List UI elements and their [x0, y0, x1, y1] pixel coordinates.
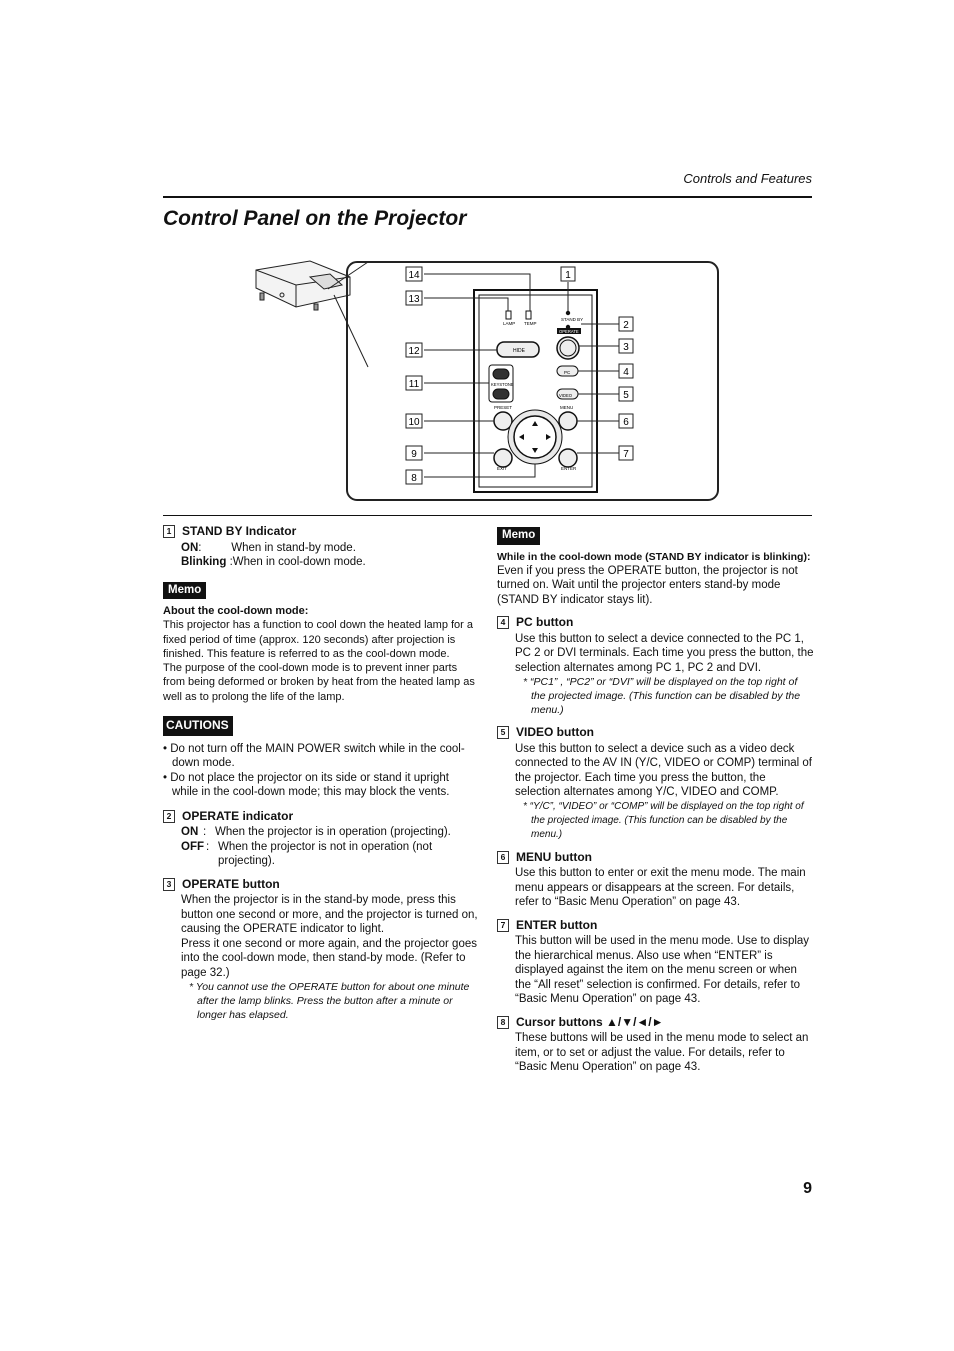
enter-button [559, 449, 577, 467]
item-6-text: Use this button to enter or exit the menu mode. The main menu appears or disappears at the screen. For details, refer to “Basic Menu Operation” on page 43. [515, 867, 806, 908]
item-4-heading: 4 PC button [497, 615, 814, 630]
page-number: 9 [803, 1180, 812, 1197]
header-rule [163, 196, 812, 198]
keystone-down-button [493, 389, 509, 399]
pc-label: PC [564, 370, 571, 375]
callout-3: 3 [623, 342, 629, 353]
memo-text: The purpose of the cool-down mode is to prevent inner parts from being deformed or broken by heat from the heated lamp as well as to prolong the life of the lamp. [163, 662, 475, 703]
callout-14: 14 [408, 270, 420, 281]
caution-item: • Do not turn off the MAIN POWER switch while in the cool-down mode. [163, 742, 465, 770]
item-7-heading: 7 ENTER button [497, 918, 814, 933]
running-header: Controls and Features [683, 171, 812, 186]
exit-button [494, 449, 512, 467]
memo-text: Even if you press the OPERATE button, the projector is not turned on. Wait until the projector enters stand-by mode (STAND BY indicator stays lit). [497, 564, 798, 606]
callout-11: 11 [408, 379, 420, 390]
preset-label: PRESET [494, 405, 513, 410]
item-2-heading: 2 OPERATE indicator [163, 809, 478, 824]
item-1-heading: 1 STAND BY Indicator [163, 524, 478, 539]
item-8-text: These buttons will be used in the menu mode to select an item, or to set or adjust the value. For details, refer to “Basic Menu Operation” on page 43. [515, 1032, 809, 1073]
page-title: Control Panel on the Projector [163, 207, 467, 230]
item-number: 6 [497, 851, 509, 864]
callout-10: 10 [408, 417, 420, 428]
exit-label: EXIT [497, 466, 508, 471]
item-5-text: Use this button to select a device such as a video deck connected to the AV IN (Y/C, VIDEO or COMP) terminal of the projector. Each time you press the button, the selection alternates among Y/C, VIDEO and COMP. [515, 742, 812, 798]
section-rule [163, 515, 812, 516]
menu-label: MENU [560, 405, 574, 410]
item-number: 1 [163, 525, 175, 538]
item-3-note: * You cannot use the OPERATE button for about one minute after the lamp blinks. Press the button after a minute or longer has elapsed. [189, 981, 470, 1022]
projector-illustration [256, 261, 350, 310]
item-number: 3 [163, 878, 175, 891]
item-3-text: When the projector is in the stand-by mode, press this button one second or more, and the projector is turned on, causing the OPERATE indicator to light. [181, 894, 478, 936]
hide-label: HIDE [513, 348, 525, 354]
memo-label: Memo [497, 527, 540, 545]
enter-label: ENTER [561, 466, 577, 471]
memo-label: Memo [163, 582, 206, 600]
item-8-heading: 8 Cursor buttons ▲/▼/◄/► [497, 1015, 814, 1030]
memo-heading: About the cool-down mode: [163, 605, 309, 617]
item-1-body: ON : When in stand-by mode. Blinking :When in cool-down mode. [181, 541, 366, 568]
item-4-text: Use this button to select a device connected to the PC 1, PC 2 or DVI terminals. Each time you press the button, the selection alternates among PC 1, PC 2 and DVI. [515, 632, 814, 674]
item-2-body: ON : When the projector is in operation (projecting). OFF : When the projector is not in operation (not projecting). [181, 826, 451, 868]
item-5-note: * “Y/C”, “VIDEO” or “COMP” will be displayed on the top right of the projected image. (This function can be disabled by the menu.) [523, 800, 804, 840]
item-4-note: * “PC1” , “PC2” or “DVI” will be displayed on the top right of the projected image. (This function can be disabled by the menu.) [523, 676, 801, 716]
standby-label: STAND BY [561, 317, 584, 322]
callout-7: 7 [623, 449, 629, 460]
item-6-heading: 6 MENU button [497, 850, 814, 865]
item-number: 2 [163, 810, 175, 823]
keystone-label: KEYSTONE [491, 382, 514, 387]
callout-4: 4 [623, 367, 629, 378]
callout-6: 6 [623, 417, 629, 428]
cautions-label: CAUTIONS [163, 716, 233, 736]
callout-13: 13 [408, 294, 420, 305]
item-7-text: This button will be used in the menu mode. Use to display the hierarchical menus. Also use when “ENTER” is displayed against the item on the menu screen or when the “All reset” selection is confirmed. For details, refer to “Basic Menu Operation” on page 43. [515, 935, 810, 1005]
item-number: 8 [497, 1016, 509, 1029]
left-column [163, 524, 478, 1022]
caution-item: • Do not place the projector on its side or stand it upright while in the cool-down mode; this may block the vents. [163, 771, 450, 799]
item-3-heading: 3 OPERATE button [163, 877, 478, 892]
memo-heading: While in the cool-down mode (STAND BY indicator is blinking): [497, 550, 811, 563]
item-5-heading: 5 VIDEO button [497, 725, 814, 740]
video-label: VIDEO [559, 393, 573, 398]
keystone-up-button [493, 369, 509, 379]
item-number: 4 [497, 616, 509, 629]
callout-9: 9 [411, 449, 417, 460]
operate-label: OPERATE [559, 329, 579, 334]
right-column [497, 527, 814, 1075]
memo-text: This projector has a function to cool down the heated lamp for a fixed period of time (approx. 120 seconds) after projection is finished. This feature is referred to as the cool-down mode. [163, 619, 474, 660]
callout-2: 2 [623, 320, 629, 331]
item-3-text: Press it one second or more again, and the projector goes into the cool-down mode, then stand-by mode. (Refer to page 32.) [181, 937, 477, 979]
callout-12: 12 [408, 346, 420, 357]
callout-8: 8 [411, 473, 417, 484]
temp-label: TEMP [524, 321, 537, 326]
callout-1: 1 [565, 270, 571, 281]
item-number: 5 [497, 726, 509, 739]
control-panel-diagram [250, 255, 725, 505]
callout-5: 5 [623, 390, 629, 401]
menu-button [559, 412, 577, 430]
lamp-label: LAMP [503, 321, 516, 326]
item-number: 7 [497, 919, 509, 932]
